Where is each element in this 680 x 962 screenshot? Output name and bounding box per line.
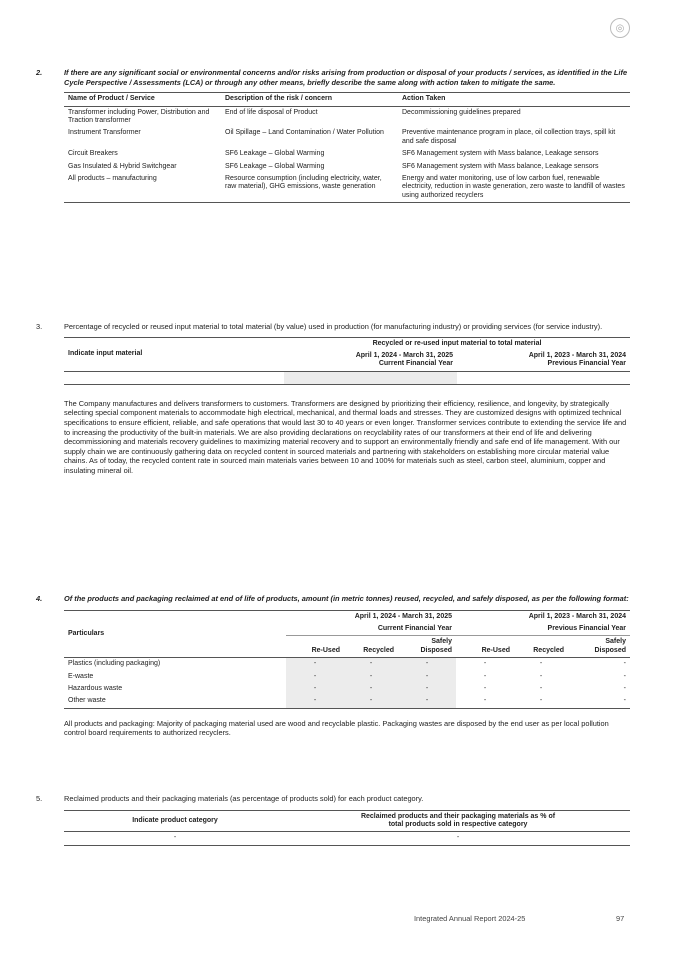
table-row (64, 832, 630, 845)
table-header: Recycled (514, 636, 568, 658)
question-number: 3. (36, 322, 43, 331)
table-header: Indicate product category (64, 810, 286, 832)
table-cell: Plastics (including packaging) (68, 660, 161, 668)
table-cell: Decommissioning guidelines prepared (402, 108, 521, 116)
table-row (64, 671, 630, 683)
table-cell: SF6 Leakage – Global Warming (225, 162, 325, 170)
table-cell: - (539, 660, 543, 668)
reclaimed-percentage-table (64, 810, 630, 846)
table-header: Indicate input material (64, 337, 284, 371)
table-cell: - (398, 671, 456, 683)
table-cell: Gas Insulated & Hybrid Switchgear (68, 162, 177, 170)
table-cell (284, 371, 457, 384)
table-header: Recycled or re-used input material to total material (284, 337, 630, 350)
table-cell: - (483, 672, 487, 680)
table-header (456, 610, 630, 623)
table-cell: Instrument Transformer (68, 129, 141, 137)
table-cell: SF6 Management system with Mass balance, Leakage sensors (402, 162, 599, 170)
table-cell: Energy and water monitoring, use of low carbon fuel, renewable electricity, reduction in waste generation, zero waste to landfill of wastes using authorized recyclers (398, 173, 630, 203)
table-cell: - (539, 685, 543, 693)
question-number: 2. (36, 68, 43, 77)
table-cell: - (514, 695, 568, 708)
table-header (457, 350, 630, 371)
label-previous: Previous Financial Year (547, 360, 626, 368)
table-cell: - (64, 832, 286, 845)
question-number: 4. (36, 594, 43, 603)
table-cell: End of life disposal of Product (225, 108, 318, 116)
table-header: Description of the risk / concern (221, 93, 398, 106)
table-cell: - (623, 672, 626, 680)
table-header: Current Financial Year (286, 623, 456, 636)
table-cell: Resource consumption (including electricity, water, raw material), GHG emissions, waste generation (221, 173, 398, 203)
table-cell: - (568, 695, 630, 708)
table-row (64, 173, 630, 203)
table-header (284, 350, 457, 371)
recycled-input-table (64, 337, 630, 385)
table-header: Safely Disposed (568, 636, 630, 658)
table-cell: E-waste (68, 672, 94, 680)
table-cell (457, 371, 630, 384)
table-cell: All products – manufacturing (64, 173, 221, 203)
question-text: Percentage of recycled or reused input material to total material (by value) used in production (for manufacturing industry) or providing services (for service industry). (64, 322, 603, 331)
table-cell: - (286, 683, 344, 695)
table-cell: - (623, 660, 626, 668)
table-header: Recycled (344, 636, 398, 658)
table-cell: Transformer including Power, Distribution and Traction transformer (68, 108, 210, 124)
page-number: 97 (616, 914, 625, 923)
table-row (64, 161, 630, 173)
table-cell: - (539, 672, 543, 680)
table-cell: Oil Spillage – Land Contamination / Water Pollution (225, 129, 384, 137)
section-q4 (36, 594, 630, 738)
table-row (64, 695, 630, 708)
table-header: Previous Financial Year (456, 623, 630, 636)
section-q3 (36, 322, 630, 476)
company-logo-icon: ◎ (610, 18, 630, 38)
table-cell: - (623, 685, 626, 693)
recycled-content-paragraph: The Company manufactures and delivers transformers to customers. Transformers are designed by prioritizing their efficiency, resilience, and longevity, by strategically selecting special component materials to accommodate high electrical, mechanical, and thermal loads and stresses. They are customized designs with optimized technical specifications to ensure efficient, reliable, and safe operations that would last 30 to 40 years or even longer. Transformer services contribute to extending the service life and to increasing the productivity of the built-in materials. We are also providing declarations on recyclability rates of our transformers at their end of life and delivering decommissioning and materials recovery guidelines to maximizing material recovery and to support an environmentally friendly and safe end of life management. With our supply chain we are continuously gathering data on recycled content in sourced materials and partnering with stakeholders on establishing more circular material value chains. As of today, the recycled content rate in sourced main materials varies between 10 and 100% for materials such as steel, carbon steel, aluminium, copper and insulating mineral oil. (64, 398, 627, 475)
table-cell: - (344, 683, 398, 695)
table-cell: - (286, 658, 344, 671)
table-cell: - (456, 695, 514, 708)
label-current: Current Financial Year (378, 360, 453, 368)
section-q2 (36, 68, 630, 203)
period-current: April 1, 2024 - March 31, 2025 (354, 612, 452, 620)
table-header: Re-Used (286, 636, 344, 658)
table-cell: - (483, 660, 487, 668)
table-cell: Other waste (64, 695, 286, 708)
table-cell: SF6 Leakage – Global Warming (225, 150, 325, 158)
table-cell: - (398, 658, 456, 671)
table-header: Name of Product / Service (64, 93, 221, 106)
table-cell: Preventive maintenance program in place, oil collection trays, spill kit and safe disposal (402, 129, 616, 145)
question-number: 5. (36, 794, 43, 803)
packaging-paragraph: All products and packaging: Majority of packaging material used are wood and recyclable plastic. Packaging wastes are disposed by the end user as per local pollution control board requirements to authorized recyclers. (64, 718, 609, 738)
question-text: Reclaimed products and their packaging materials (as percentage of products sold) for each product category. (64, 794, 424, 803)
table-cell: Hazardous waste (68, 685, 123, 693)
table-header: Safely Disposed (398, 636, 456, 658)
question-text: Of the products and packaging reclaimed at end of life of products, amount (in metric tonnes) reused, recycled, and safely disposed, as per the following format: (64, 594, 629, 603)
table-cell: - (398, 683, 456, 695)
table-cell: - (398, 695, 456, 708)
question-text: If there are any significant social or environmental concerns and/or risks arising from production or disposal of your products / services, as identified in the Life Cycle Perspective / Assessments (LCA) or through any other means, briefly describe the same along with action taken to mitigate the same. (64, 68, 628, 87)
table-row (64, 658, 630, 671)
table-cell (64, 371, 284, 384)
section-q5 (36, 794, 630, 846)
table-cell: - (286, 671, 344, 683)
table-row (64, 683, 630, 695)
table-cell: - (286, 695, 344, 708)
table-row (64, 371, 630, 384)
risk-table (64, 92, 630, 203)
table-cell: Circuit Breakers (68, 150, 118, 158)
table-row (64, 106, 630, 127)
table-row (64, 148, 630, 160)
table-cell: SF6 Management system with Mass balance, Leakage sensors (402, 150, 599, 158)
table-cell: - (344, 695, 398, 708)
table-header: Particulars (64, 610, 286, 658)
reclaimed-products-table (64, 610, 630, 709)
period-previous: April 1, 2023 - March 31, 2024 (528, 612, 626, 620)
report-title: Integrated Annual Report 2024-25 (414, 914, 526, 923)
table-header: Re-Used (456, 636, 514, 658)
table-cell: - (344, 658, 398, 671)
period-current: April 1, 2024 - March 31, 2025 (355, 352, 453, 359)
table-header: Reclaimed products and their packaging materials as % of total products sold in respective category (286, 810, 630, 832)
table-cell: - (344, 671, 398, 683)
table-row (64, 127, 630, 148)
table-cell: - (286, 832, 630, 845)
table-header: Action Taken (398, 93, 630, 106)
period-previous: April 1, 2023 - March 31, 2024 (528, 352, 626, 359)
table-cell: - (483, 685, 487, 693)
table-header (286, 610, 456, 623)
